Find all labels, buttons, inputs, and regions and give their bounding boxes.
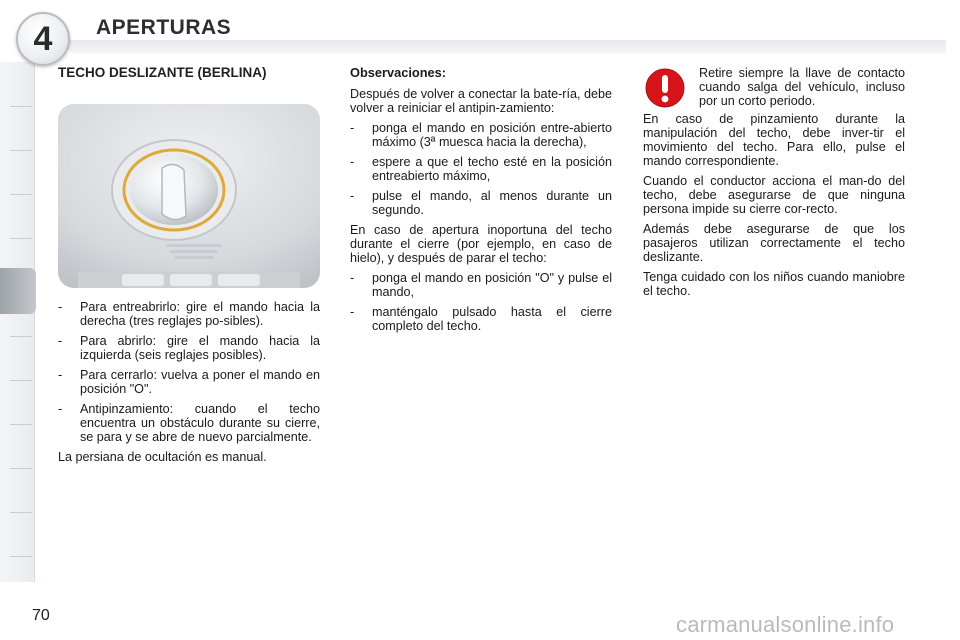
page-number: 70: [32, 607, 50, 624]
tab-divider: [10, 512, 32, 513]
page-title: APERTURAS: [96, 16, 232, 39]
list-item: - Para entreabrirlo: gire el mando hacia la derecha (tres reglajes po-sibles).: [58, 300, 320, 328]
tab-divider: [10, 424, 32, 425]
list-item: - Antipinzamiento: cuando el techo encuentra un obstáculo durante su cierre, se para y se abre de nuevo parcialmente.: [58, 402, 320, 444]
observations-title: Observaciones:: [350, 65, 447, 80]
closing-steps-list: [350, 271, 612, 333]
tab-divider: [10, 336, 32, 337]
tab-divider: [10, 380, 32, 381]
list-item: - pulse el mando, al menos durante un segundo.: [350, 189, 612, 217]
sunroof-knob-illustration: [58, 104, 320, 288]
tab-divider: [10, 238, 32, 239]
list-item: - ponga el mando en posición entre-abierto máximo (3ª muesca hacia la derecha),: [350, 121, 612, 149]
list-item: - Para cerrarlo: vuelva a poner el mando en posición "O".: [58, 368, 320, 396]
blind-note: La persiana de ocultación es manual.: [58, 450, 267, 464]
middle-column: [350, 66, 612, 339]
paragraph: Cuando el conductor acciona el man-do del techo, debe asegurarse de que ninguna persona impide su cierre cor-recto.: [643, 174, 905, 216]
list-item: - Para abrirlo: gire el mando hacia la izquierda (seis reglajes posibles).: [58, 334, 320, 362]
warning-block: [643, 66, 905, 108]
warning-text: Retire siempre la llave de contacto cuando salga del vehículo, incluso por un corto periodo.: [699, 66, 905, 108]
tab-divider: [10, 106, 32, 107]
list-item: - ponga el mando en posición "O" y pulse el mando,: [350, 271, 612, 299]
untimely-opening-paragraph: En caso de apertura inoportuna del techo durante el cierre (por ejemplo, en caso de hielo), y después de parar el techo:: [350, 223, 612, 265]
left-column: [58, 66, 320, 470]
right-column: [643, 66, 905, 304]
paragraph: Además debe asegurarse de que los pasajeros utilizan correctamente el techo deslizante.: [643, 222, 905, 264]
page-header: [0, 0, 960, 62]
exclamation-circle-icon: [645, 68, 685, 108]
sunroof-control-photo: [58, 104, 320, 288]
section-title: TECHO DESLIZANTE (BERLINA): [58, 65, 267, 80]
battery-reset-intro: Después de volver a conectar la bate-ría, debe volver a reiniciar el antipin-zamiento:: [350, 87, 612, 115]
tab-divider: [10, 194, 32, 195]
paragraph: En caso de pinzamiento durante la manipulación del techo, debe inver-tir el movimiento del techo. Para ello, pulse el mando correspondiente.: [643, 112, 905, 168]
paragraph: Tenga cuidado con los niños cuando maniobre el techo.: [643, 270, 905, 298]
active-chapter-tab: [0, 268, 36, 314]
header-bar: [66, 40, 946, 54]
tab-divider: [10, 468, 32, 469]
tab-divider: [10, 556, 32, 557]
tab-divider: [10, 150, 32, 151]
list-item: - manténgalo pulsado hasta el cierre completo del techo.: [350, 305, 612, 333]
operating-instructions-list: [58, 300, 320, 444]
reset-steps-list: [350, 121, 612, 217]
watermark: carmanualsonline.info: [676, 612, 895, 637]
chapter-number: 4: [33, 19, 53, 58]
chapter-tab-strip: [0, 62, 35, 582]
chapter-number-badge: [16, 12, 70, 66]
list-item: - espere a que el techo esté en la posición entreabierto máximo,: [350, 155, 612, 183]
